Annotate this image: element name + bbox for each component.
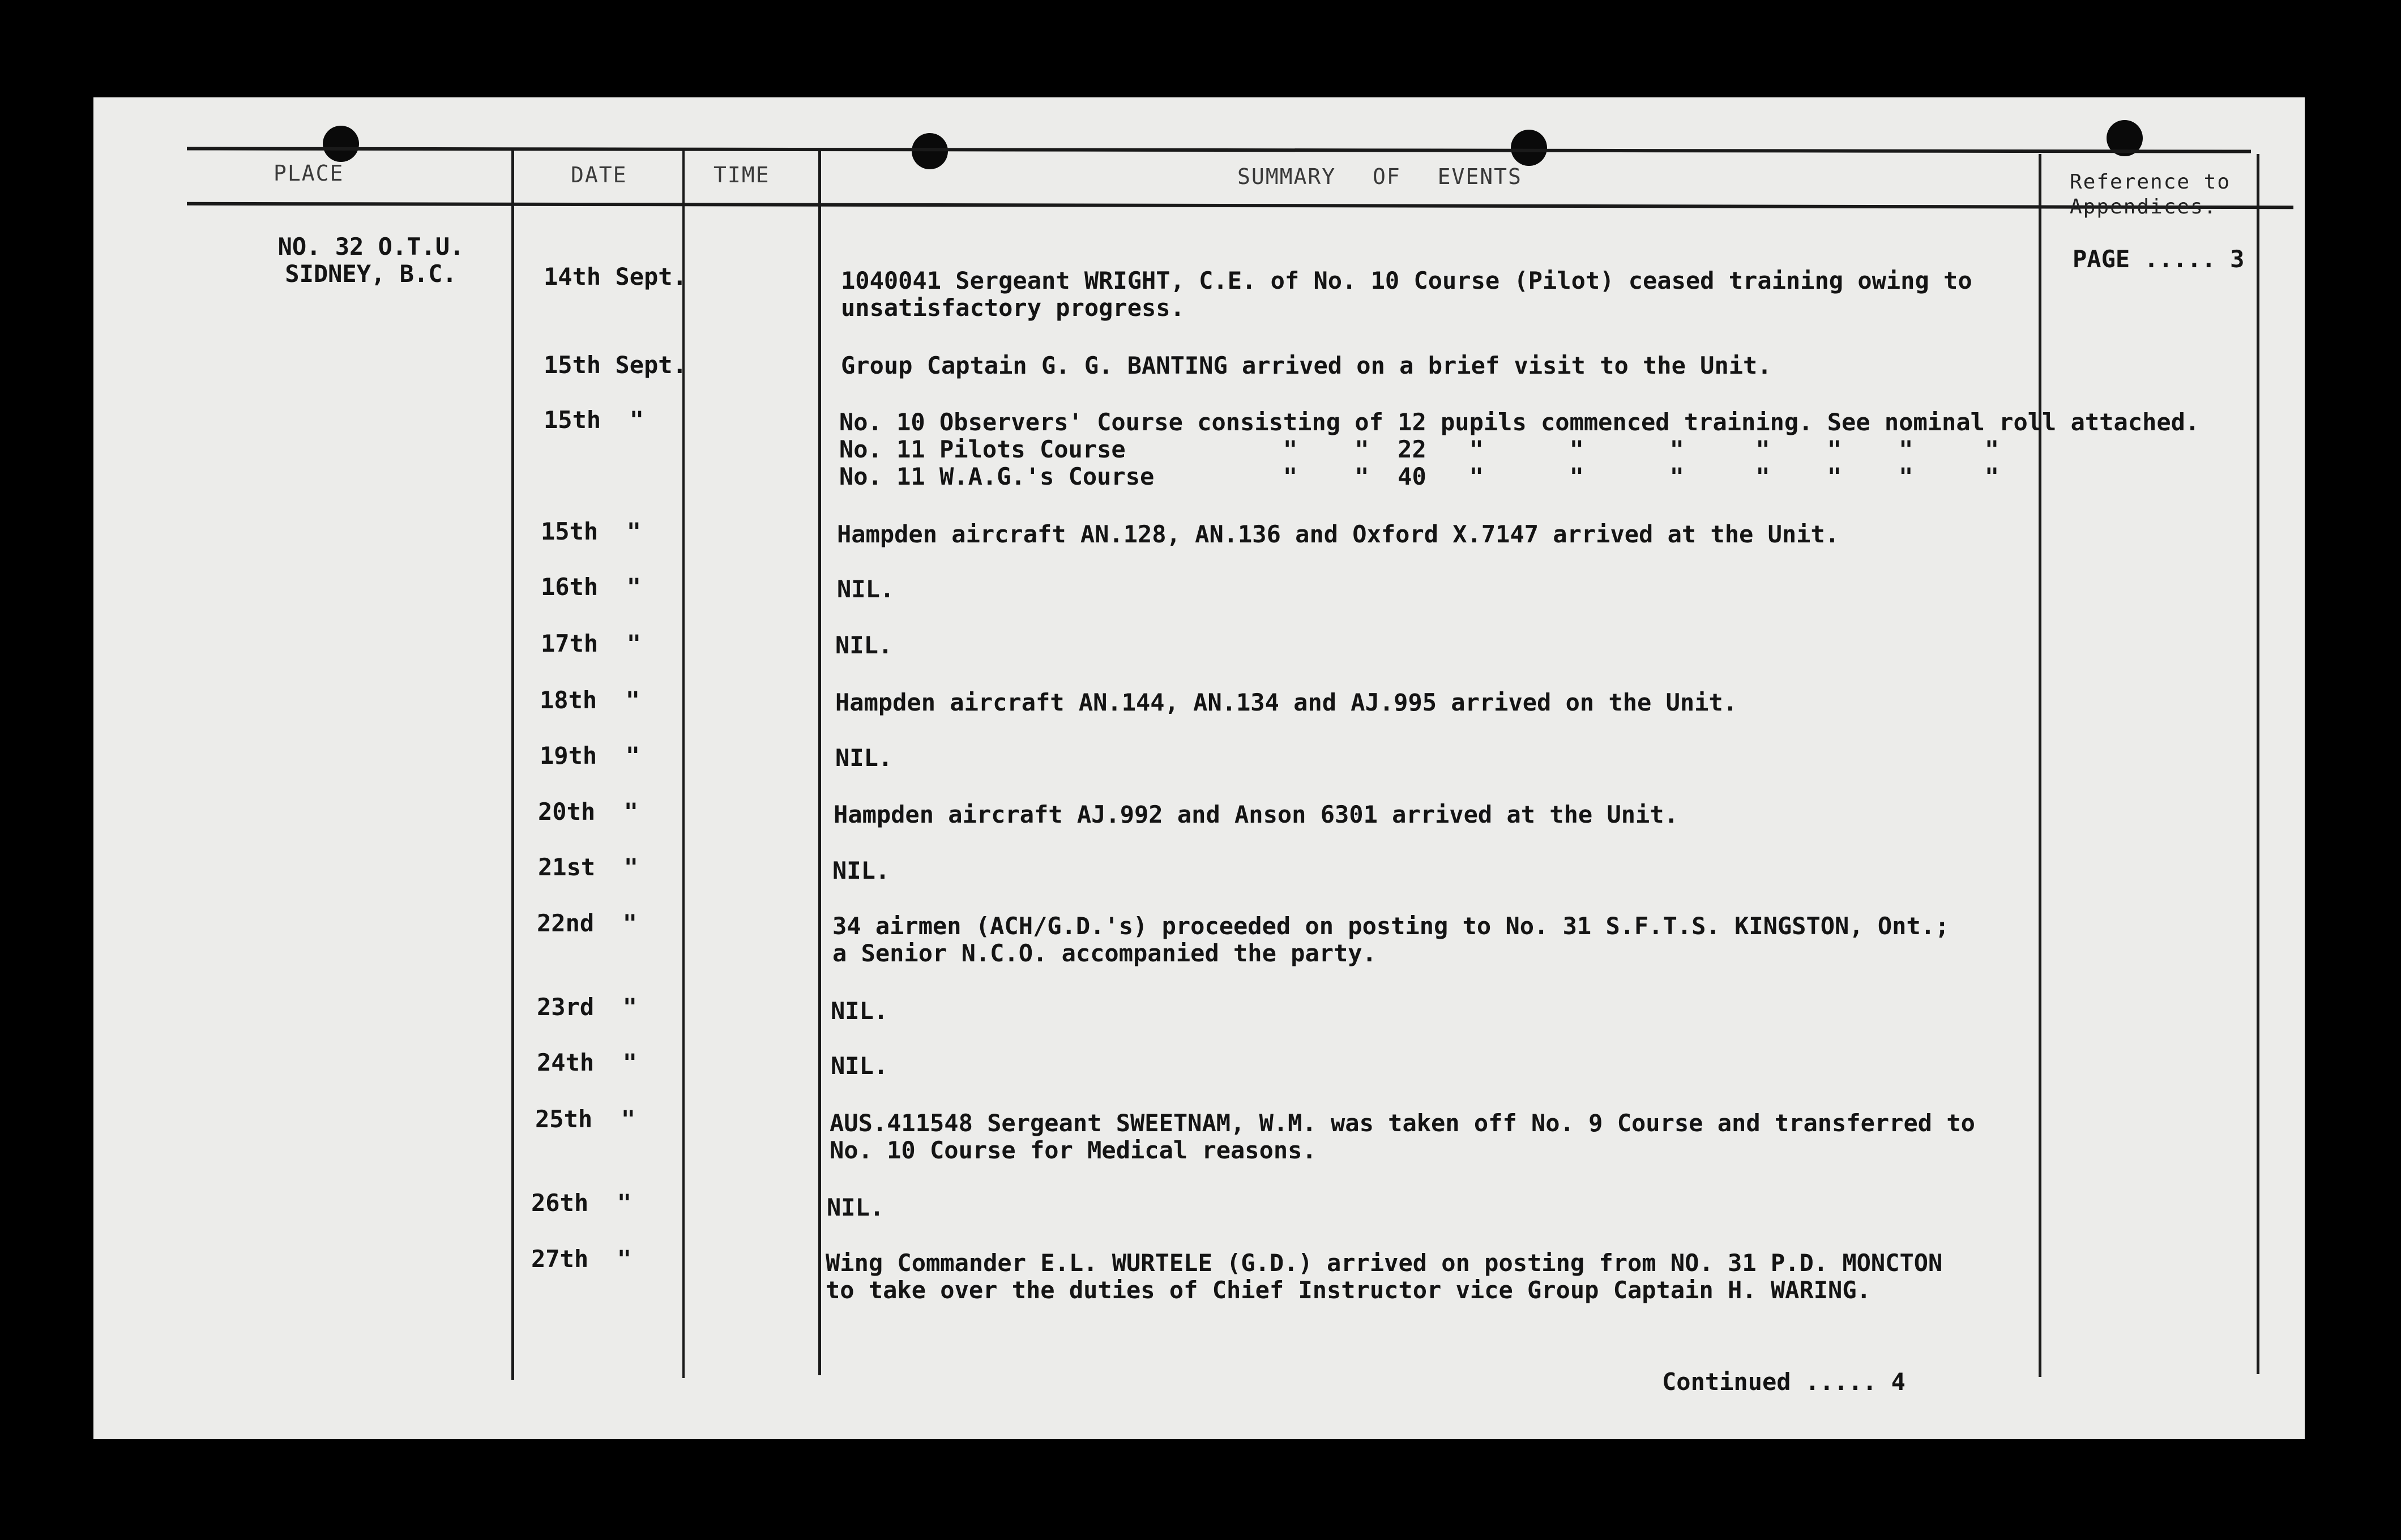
header-summary: SUMMARY OF EVENTS (1237, 164, 1522, 189)
entry-text: NIL. (832, 857, 890, 884)
entry-text: NIL. (827, 1194, 885, 1221)
entry-date: 24th " (537, 1049, 638, 1076)
column-rule (2039, 154, 2041, 1377)
entry-text: NIL. (835, 744, 893, 772)
continued-note: Continued ..... 4 (1662, 1368, 1906, 1396)
column-rule (2257, 154, 2259, 1374)
entry-date: 22nd " (537, 909, 638, 937)
entry-text: 34 airmen (ACH/G.D.'s) proceeded on posting to No. 31 S.F.T.S. KINGSTON, Ont.; a Senior N.C.O. accompanied the party. (832, 912, 1950, 967)
entry-date: 16th " (541, 573, 642, 601)
header-top-rule (187, 147, 2251, 153)
column-rule (682, 149, 685, 1378)
entry-text: NIL. (831, 997, 888, 1025)
entry-date: 27th " (531, 1245, 632, 1273)
header-bottom-rule (187, 202, 2293, 209)
entry-text: NIL. (837, 575, 895, 603)
entry-text: No. 10 Observers' Course consisting of 12 pupils commenced training. See nominal roll attached. No. 11 Pilots Course " " 22 " " " " " " " No. 11 W.A.G.'s Course " " 40 " " " " " " " (839, 408, 2200, 490)
entry-text: 1040041 Sergeant WRIGHT, C.E. of No. 10 Course (Pilot) ceased training owing to unsatisfactory progress. (841, 267, 1972, 322)
entry-text: Group Captain G. G. BANTING arrived on a brief visit to the Unit. (841, 352, 1772, 379)
entry-date: 15th " (541, 517, 642, 545)
entry-date: 15th Sept. (544, 351, 687, 379)
entry-date: 26th " (531, 1189, 632, 1217)
entry-text: Hampden aircraft AN.128, AN.136 and Oxford X.7147 arrived at the Unit. (837, 520, 1840, 548)
header-place: PLACE (274, 161, 344, 186)
entry-text: Hampden aircraft AJ.992 and Anson 6301 arrived at the Unit. (834, 801, 1678, 828)
entry-text: NIL. (835, 631, 893, 659)
entry-date: 25th " (535, 1105, 636, 1133)
punch-hole (1511, 130, 1547, 166)
entry-date: 21st " (538, 853, 639, 881)
header-time: TIME (714, 162, 770, 187)
place-line-1: NO. 32 O.T.U. (277, 233, 464, 260)
entry-date: 18th " (540, 686, 640, 714)
entry-date: 20th " (538, 798, 639, 825)
entry-text: AUS.411548 Sergeant SWEETNAM, W.M. was taken off No. 9 Course and transferred to No. 10 Course for Medical reasons. (830, 1109, 1975, 1164)
entry-date: 23rd " (537, 993, 638, 1021)
place-line-2: SIDNEY, B.C. (285, 260, 457, 288)
entry-date: 15th " (544, 406, 644, 434)
header-reference: Reference to Appendices. (2070, 170, 2231, 219)
entry-date: 14th Sept. (544, 263, 687, 290)
punch-hole (323, 126, 359, 162)
entry-text: Hampden aircraft AN.144, AN.134 and AJ.995 arrived on the Unit. (835, 688, 1738, 716)
page-reference: PAGE ..... 3 (2073, 245, 2245, 273)
entry-text: NIL. (831, 1052, 888, 1080)
column-rule (818, 149, 821, 1375)
entry-text: Wing Commander E.L. WURTELE (G.D.) arrived on posting from NO. 31 P.D. MONCTON to take over the duties of Chief Instructor vice Group Captain H. WARING. (826, 1249, 1943, 1304)
column-rule (511, 148, 514, 1380)
diary-page (93, 97, 2305, 1439)
entry-date: 17th " (541, 630, 642, 657)
entry-date: 19th " (540, 742, 640, 769)
header-date: DATE (571, 162, 627, 187)
